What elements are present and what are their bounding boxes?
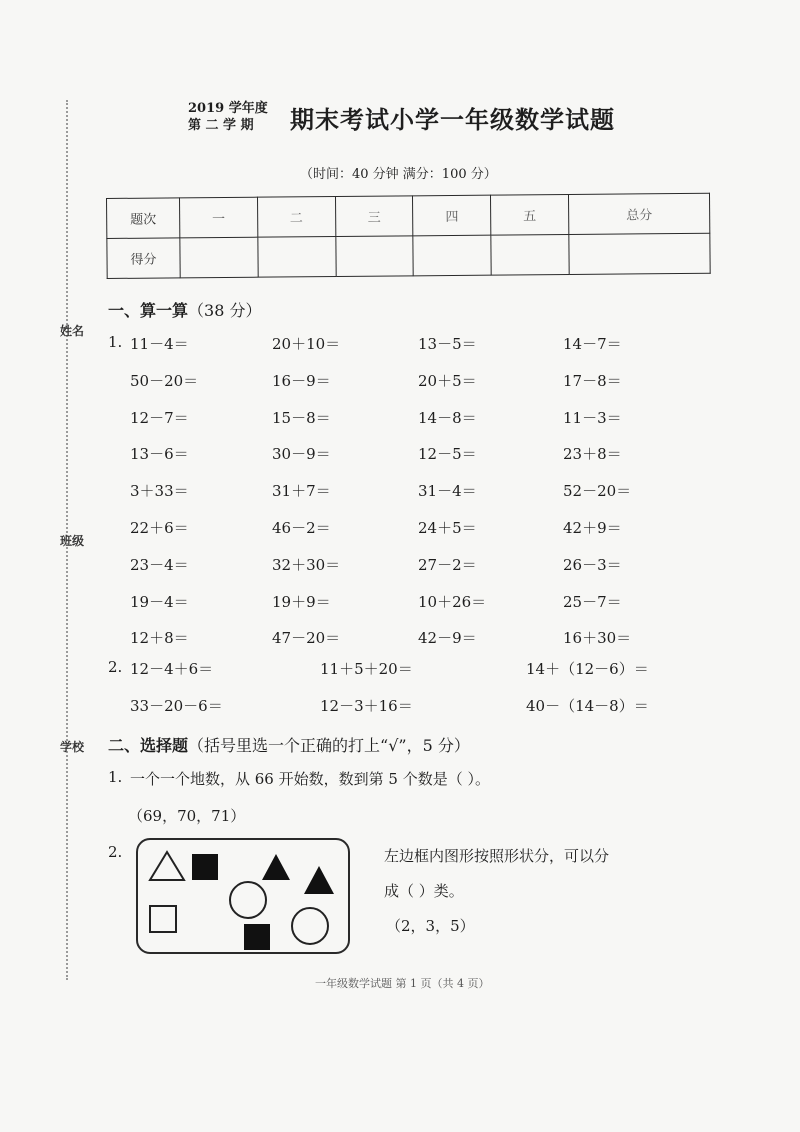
arithmetic-problem: 20＋5＝ bbox=[418, 371, 477, 390]
arithmetic-problem: 31＋7＝ bbox=[272, 482, 331, 501]
score-row-label: 得分 bbox=[107, 238, 180, 279]
exam-term-block bbox=[188, 100, 268, 134]
exam-term: 第 二 学 期 bbox=[188, 118, 254, 133]
arithmetic-problem: 16－9＝ bbox=[272, 371, 331, 390]
score-header-cell: 题次 bbox=[107, 198, 180, 239]
triangle-filled-icon bbox=[262, 854, 290, 880]
mixed-arithmetic-problem: 14＋（12－6）＝ bbox=[526, 660, 649, 678]
score-header-cell: 三 bbox=[335, 196, 413, 237]
arithmetic-problem: 12＋8＝ bbox=[130, 629, 189, 648]
mixed-arithmetic-problem: 12－4＋6＝ bbox=[130, 660, 214, 678]
exam-year: 2019 学年度 bbox=[188, 101, 268, 116]
mixed-arithmetic-problem: 40－（14－8）＝ bbox=[526, 697, 649, 715]
score-cell[interactable] bbox=[180, 237, 258, 278]
section1-heading bbox=[108, 298, 261, 321]
choice-question-1: 一个一个地数，从 66 开始数，数到第 5 个数是（ ）。 bbox=[130, 770, 490, 788]
arithmetic-problem: 13－6＝ bbox=[130, 445, 189, 464]
choice-options-2[interactable]: （2，3，5） bbox=[386, 917, 475, 935]
mixed-arithmetic-problem: 12－3＋16＝ bbox=[320, 697, 413, 715]
circle-outline-icon bbox=[292, 908, 328, 944]
score-cell[interactable] bbox=[569, 233, 710, 274]
arithmetic-problem: 15－8＝ bbox=[272, 408, 331, 427]
score-header-cell: 二 bbox=[257, 197, 335, 238]
shapes-figure bbox=[138, 840, 348, 952]
arithmetic-problem: 13－5＝ bbox=[418, 335, 477, 353]
arithmetic-problem: 31－4＝ bbox=[418, 482, 477, 501]
arithmetic-problem: 20＋10＝ bbox=[272, 335, 341, 353]
arithmetic-problem: 19－4＝ bbox=[130, 592, 189, 611]
arithmetic-problem: 23＋8＝ bbox=[563, 445, 622, 464]
arithmetic-problem: 25－7＝ bbox=[563, 592, 622, 611]
section2-desc: （括号里选一个正确的打上“√”，5 分） bbox=[188, 736, 470, 755]
triangle-filled-icon bbox=[304, 866, 334, 894]
page-footer: 一年级数学试题 第 1 页（共 4 页） bbox=[315, 977, 490, 990]
arithmetic-problem: 14－8＝ bbox=[418, 408, 477, 427]
side-label-class: 班级 bbox=[60, 534, 85, 548]
arithmetic-problem: 19＋9＝ bbox=[272, 592, 331, 611]
page-title: 期末考试小学一年级数学试题 bbox=[290, 105, 615, 134]
arithmetic-problem: 42－9＝ bbox=[418, 629, 477, 648]
side-label-name: 姓名 bbox=[60, 324, 85, 338]
arithmetic-problem: 32＋30＝ bbox=[272, 555, 341, 574]
choice-question-2-line2: 成（ ）类。 bbox=[384, 882, 464, 900]
arithmetic-problem: 47－20＝ bbox=[272, 629, 341, 648]
arithmetic-problem: 14－7＝ bbox=[563, 335, 622, 353]
section2-title: 二、选择题 bbox=[108, 736, 189, 755]
section1-points: （38 分） bbox=[188, 301, 262, 320]
arithmetic-problem: 22＋6＝ bbox=[130, 519, 189, 537]
square-filled-icon bbox=[192, 854, 218, 880]
choice-options-1[interactable]: （69，70，71） bbox=[128, 807, 246, 825]
arithmetic-problem: 12－5＝ bbox=[418, 445, 477, 464]
section1-title: 一、算一算 bbox=[108, 301, 189, 320]
arithmetic-problem: 24＋5＝ bbox=[418, 519, 477, 537]
arithmetic-problem: 16＋30＝ bbox=[563, 629, 632, 648]
arithmetic-problem: 27－2＝ bbox=[418, 555, 477, 574]
arithmetic-problem: 46－2＝ bbox=[272, 519, 331, 537]
circle-outline-icon bbox=[230, 882, 266, 918]
question-number: 2. bbox=[108, 658, 123, 676]
shapes-frame bbox=[136, 838, 350, 954]
question-number: 2. bbox=[108, 843, 123, 861]
score-cell[interactable] bbox=[413, 235, 491, 276]
score-header-cell: 五 bbox=[491, 194, 569, 235]
arithmetic-problem: 26－3＝ bbox=[563, 555, 622, 574]
question-number: 1. bbox=[108, 768, 123, 786]
arithmetic-problem: 10＋26＝ bbox=[418, 592, 487, 611]
square-outline-icon bbox=[150, 906, 176, 932]
exam-info: （时间：40 分钟 满分：100 分） bbox=[300, 167, 497, 182]
arithmetic-problem: 11－4＝ bbox=[130, 335, 189, 353]
score-header-cell: 总分 bbox=[568, 193, 709, 234]
arithmetic-problem: 11－3＝ bbox=[563, 408, 622, 427]
score-table-header-row bbox=[107, 193, 710, 238]
score-cell[interactable] bbox=[491, 234, 569, 275]
arithmetic-problem: 50－20＝ bbox=[130, 371, 199, 390]
score-cell[interactable] bbox=[335, 236, 413, 277]
arithmetic-problem: 52－20＝ bbox=[563, 482, 632, 501]
choice-question-2-line1: 左边框内图形按照形状分，可以分 bbox=[384, 847, 610, 865]
arithmetic-problem: 17－8＝ bbox=[563, 371, 622, 390]
mixed-arithmetic-problem: 33－20－6＝ bbox=[130, 697, 223, 715]
section2-heading bbox=[108, 733, 470, 756]
score-header-cell: 一 bbox=[180, 197, 258, 238]
triangle-outline-icon bbox=[150, 852, 184, 880]
arithmetic-problem: 3＋33＝ bbox=[130, 482, 189, 501]
square-filled-icon bbox=[244, 924, 270, 950]
score-table-score-row bbox=[107, 233, 710, 278]
arithmetic-problem: 12－7＝ bbox=[130, 408, 189, 427]
score-header-cell: 四 bbox=[413, 195, 491, 236]
arithmetic-problem: 23－4＝ bbox=[130, 555, 189, 574]
question-number: 1. bbox=[108, 333, 123, 351]
side-label-school: 学校 bbox=[60, 740, 85, 754]
arithmetic-problem: 42＋9＝ bbox=[563, 519, 622, 537]
arithmetic-problem: 30－9＝ bbox=[272, 445, 331, 464]
score-cell[interactable] bbox=[258, 236, 336, 277]
mixed-arithmetic-problem: 11＋5＋20＝ bbox=[320, 660, 413, 678]
score-table bbox=[106, 193, 711, 279]
